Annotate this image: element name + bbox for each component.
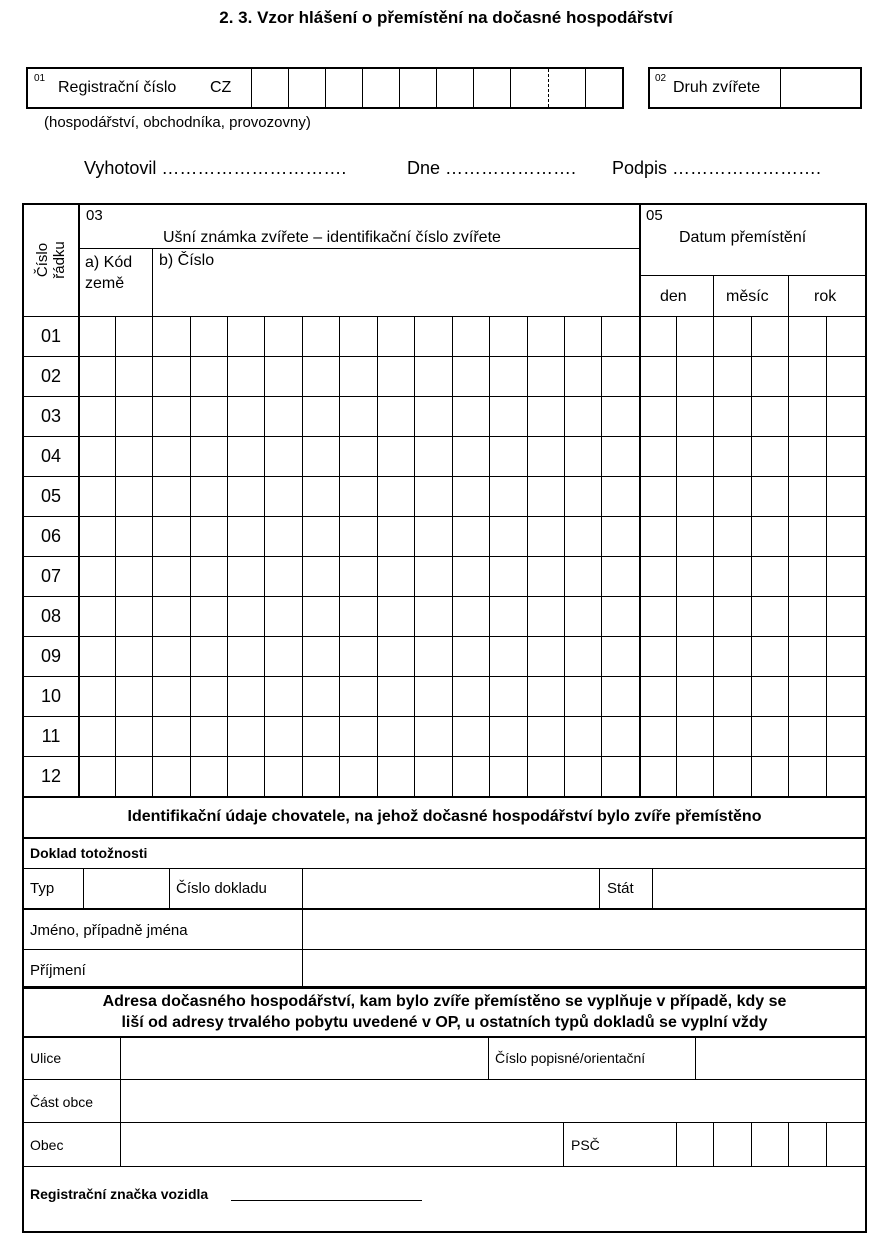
made-by-field[interactable]: Vyhotovil …………………………. xyxy=(84,158,347,178)
doc-type-input[interactable] xyxy=(84,869,169,909)
first-names-input[interactable] xyxy=(303,910,865,949)
table-row[interactable] xyxy=(80,677,639,716)
postcode-label: PSČ xyxy=(571,1137,600,1153)
keeper-heading: Identifikační údaje chovatele, na jehož dočasné hospodářství bylo zvíře přemístěno xyxy=(127,808,762,825)
species-input[interactable] xyxy=(781,69,860,107)
surname-label: Příjmení xyxy=(30,962,86,979)
street-input[interactable] xyxy=(121,1038,488,1079)
table-row[interactable] xyxy=(80,557,639,596)
row-number: 10 xyxy=(40,686,62,706)
row-number: 06 xyxy=(40,526,62,546)
ear-tag-field-number: 03 xyxy=(86,207,103,224)
month-header: měsíc xyxy=(726,288,769,305)
registration-label: Registrační číslo xyxy=(58,79,177,96)
table-row[interactable] xyxy=(80,477,639,516)
address-heading-line-2: liší od adresy trvalého pobytu uvedené v OP, u ostatních typů dokladů se vyplní vždy xyxy=(121,1014,768,1031)
house-number-input[interactable] xyxy=(696,1038,865,1079)
id-document-label: Doklad totožnosti xyxy=(30,845,148,861)
vehicle-registration-label: Registrační značka vozidla xyxy=(30,1186,209,1202)
country-code-header: a) Kód země xyxy=(85,254,133,292)
vehicle-registration-input[interactable] xyxy=(231,1180,422,1200)
ear-tag-header: Ušní známka zvířete – identifikační číslo zvířete xyxy=(163,229,501,246)
district-input[interactable] xyxy=(121,1080,865,1122)
row-number: 01 xyxy=(40,326,62,346)
table-row[interactable] xyxy=(80,597,639,636)
table-row[interactable] xyxy=(80,637,639,676)
first-names-label: Jméno, případně jména xyxy=(30,922,188,939)
street-label: Ulice xyxy=(30,1050,62,1066)
registration-subtitle: (hospodářství, obchodníka, provozovny) xyxy=(44,114,311,131)
row-number: 09 xyxy=(40,646,62,666)
table-row[interactable] xyxy=(80,437,639,476)
municipality-input[interactable] xyxy=(121,1123,563,1166)
state-label: Stát xyxy=(607,880,634,897)
number-header: b) Číslo xyxy=(159,252,215,269)
row-number: 11 xyxy=(41,726,61,746)
page-title: 2. 3. Vzor hlášení o přemístění na dočasné hospodářství xyxy=(219,8,673,27)
signature-field[interactable]: Podpis ……………………. xyxy=(612,158,822,178)
country-prefix: CZ xyxy=(210,79,232,96)
table-row[interactable] xyxy=(80,357,639,396)
transfer-date-header: Datum přemístění xyxy=(679,229,807,246)
row-number: 04 xyxy=(40,446,62,466)
row-number: 12 xyxy=(40,766,62,786)
state-input[interactable] xyxy=(653,869,865,909)
doc-number-label: Číslo dokladu xyxy=(176,880,267,897)
postcode-input[interactable] xyxy=(677,1123,865,1166)
date-field-number: 05 xyxy=(646,207,663,224)
table-row[interactable] xyxy=(80,757,639,796)
row-number: 05 xyxy=(40,486,62,506)
doc-type-label: Typ xyxy=(30,880,55,897)
house-number-label: Číslo popisné/orientační xyxy=(495,1050,646,1066)
row-number: 03 xyxy=(40,406,62,426)
species-label: Druh zvířete xyxy=(673,79,761,96)
row-number: 08 xyxy=(40,606,62,626)
surname-input[interactable] xyxy=(303,950,865,988)
table-row[interactable] xyxy=(80,317,639,356)
year-header: rok xyxy=(814,288,837,305)
address-heading-line-1: Adresa dočasného hospodářství, kam bylo zvíře přemístěno se vyplňuje v případě, kdy se xyxy=(102,993,787,1010)
municipality-label: Obec xyxy=(30,1137,64,1153)
table-row[interactable] xyxy=(80,717,639,756)
table-row[interactable] xyxy=(80,397,639,436)
registration-number-input[interactable] xyxy=(252,69,622,107)
date-field[interactable]: Dne …………………. xyxy=(407,158,577,178)
row-number: 02 xyxy=(40,366,62,386)
species-field-number: 02 xyxy=(655,73,667,84)
district-label: Část obce xyxy=(30,1094,94,1110)
table-row[interactable] xyxy=(80,517,639,556)
row-number: 07 xyxy=(40,566,62,586)
row-number-header: Číslo řádku xyxy=(34,241,68,279)
day-header: den xyxy=(660,288,687,305)
registration-field-number: 01 xyxy=(34,73,46,84)
doc-number-input[interactable] xyxy=(303,869,599,909)
